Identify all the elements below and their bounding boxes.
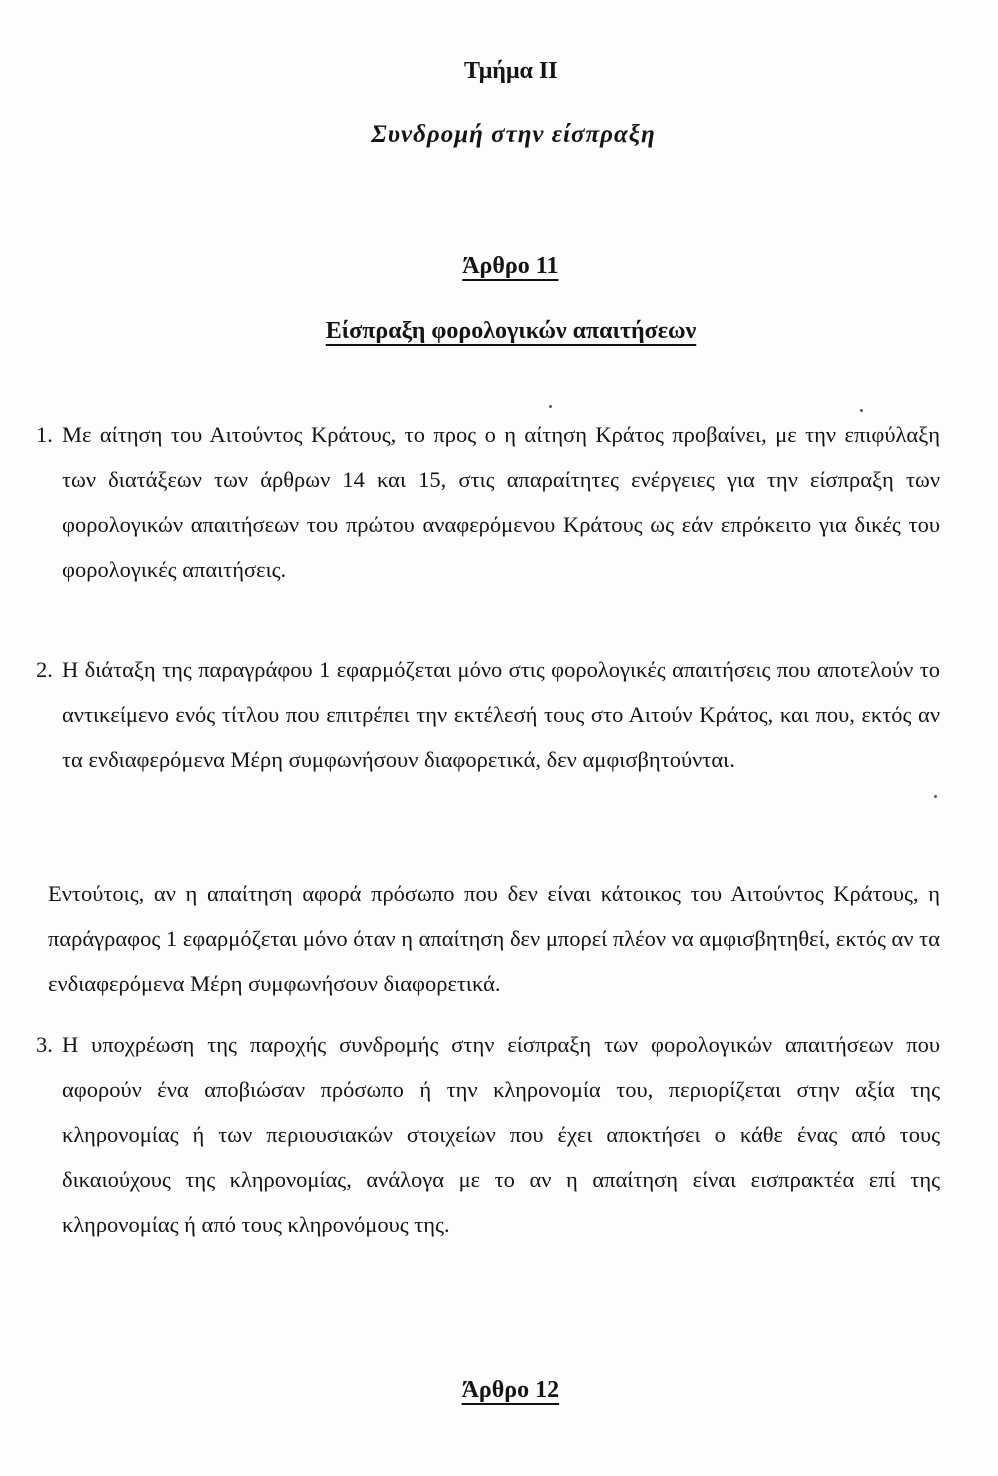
article-11-heading-text: Άρθρο 11 [462,253,559,279]
paragraph-3-number: 3. [36,1032,53,1057]
paragraph-1-text: Με αίτηση του Αιτούντος Κράτους, το προς ο η αίτηση Κράτος προβαίνει, με την επιφύλαξη των διατάξεων των άρθρων 14 και 15, στις απαραίτητες ενέργειες για την είσπραξη των φορολογικών απαιτήσεων του πρώτου αναφερόμενου Κράτους ως εάν επρόκειτο για δικές του φορολογικές απαιτήσεις. [62,422,940,582]
paragraph-2-continuation-text: Εντούτοις, αν η απαίτηση αφορά πρόσωπο που δεν είναι κάτοικος του Αιτούντος Κράτους, η παράγραφος 1 εφαρμόζεται μόνο όταν η απαίτηση δεν μπορεί πλέον να αμφισβητηθεί, εκτός αν τα ενδιαφερόμενα Μέρη συμφωνήσουν διαφορετικά. [48,881,940,996]
section-label-text: Τμήμα II [463,58,558,84]
paragraph-3 [36,1022,940,1247]
paragraph-2 [36,647,940,782]
article-11-subtitle [0,286,998,376]
article-11-subtitle-text: Είσπραξη φορολογικών απαιτήσεων [325,318,697,344]
paragraph-1 [36,412,940,592]
scan-speck [549,405,552,408]
section-title [0,90,998,180]
paragraph-1-number: 1. [36,422,53,447]
paragraph-2-continuation [36,871,940,1006]
article-12-heading [0,1345,998,1435]
section-title-text: Συνδρομή στην είσπραξη [371,121,656,148]
scan-speck [860,409,863,412]
paragraph-3-text: Η υποχρέωση της παροχής συνδρομής στην είσπραξη των φορολογικών απαιτήσεων που αφορούν ένα αποβιώσαν πρόσωπο ή την κληρονομία του, περιορίζεται στην αξία της κληρονομίας ή των περιουσιακών στοιχείων που έχει αποκτήσει ο κάθε ένας από τους δικαιούχους της κληρονομίας, ανάλογα με το αν η απαίτηση είναι εισπρακτέα επί της κληρονομίας ή από τους κληρονόμους της. [62,1032,940,1237]
scan-speck [934,795,937,798]
paragraph-2-number: 2. [36,657,53,682]
paragraph-2-text: Η διάταξη της παραγράφου 1 εφαρμόζεται μόνο στις φορολογικές απαιτήσεις που αποτελούν το αντικείμενο ενός τίτλου που επιτρέπει την εκτέλεσή τους στο Αιτούν Κράτος, και που, εκτός αν τα ενδιαφερόμενα Μέρη συμφωνήσουν διαφορετικά, δεν αμφισβητούνται. [62,657,940,772]
article-12-heading-text: Άρθρο 12 [461,1377,560,1403]
